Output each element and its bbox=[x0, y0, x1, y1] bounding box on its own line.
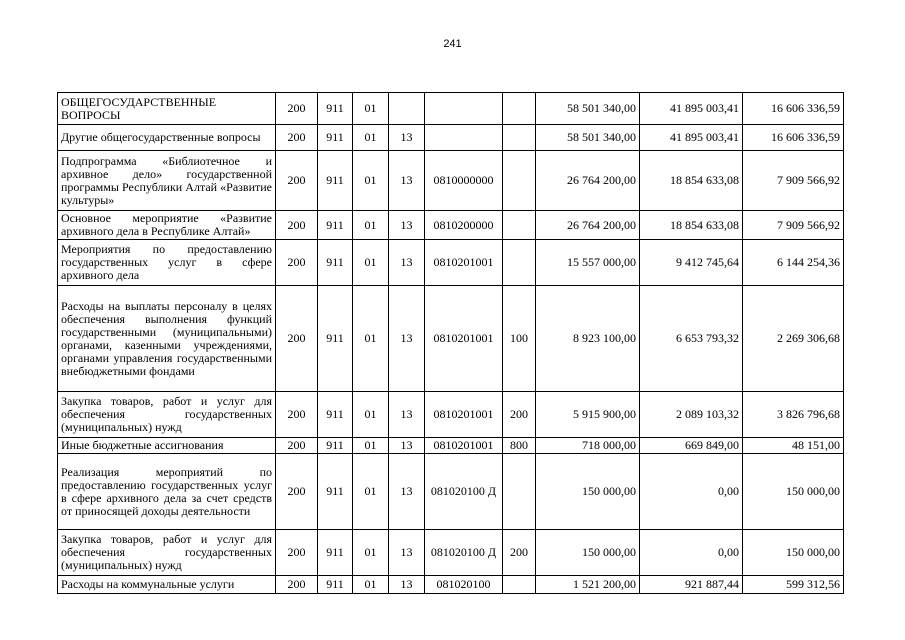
amount-cell: 7 909 566,92 bbox=[743, 151, 844, 211]
code-cell: 01 bbox=[353, 438, 389, 454]
amount-cell: 150 000,00 bbox=[743, 454, 844, 530]
code-cell: 13 bbox=[389, 454, 425, 530]
code-cell: 01 bbox=[353, 240, 389, 286]
row-name-cell: Другие общегосударственные вопросы bbox=[58, 125, 276, 151]
code-cell: 200 bbox=[276, 392, 318, 438]
expense-type-cell bbox=[503, 240, 536, 286]
code-cell: 13 bbox=[389, 530, 425, 576]
code-cell: 01 bbox=[353, 530, 389, 576]
code-cell: 200 bbox=[276, 286, 318, 392]
amount-cell: 6 144 254,36 bbox=[743, 240, 844, 286]
target-code-cell: 0810201001 bbox=[425, 392, 503, 438]
table-row bbox=[58, 530, 844, 576]
table-row bbox=[58, 125, 844, 151]
amount-cell: 150 000,00 bbox=[536, 530, 640, 576]
budget-table bbox=[57, 92, 844, 594]
amount-cell: 26 764 200,00 bbox=[536, 211, 640, 240]
amount-cell: 48 151,00 bbox=[743, 438, 844, 454]
code-cell: 01 bbox=[353, 125, 389, 151]
table-row bbox=[58, 211, 844, 240]
code-cell: 13 bbox=[389, 240, 425, 286]
code-cell: 200 bbox=[276, 576, 318, 594]
target-code-cell bbox=[425, 125, 503, 151]
amount-cell: 16 606 336,59 bbox=[743, 125, 844, 151]
target-code-cell: 0810201001 bbox=[425, 286, 503, 392]
code-cell: 13 bbox=[389, 392, 425, 438]
target-code-cell: 0810200000 bbox=[425, 211, 503, 240]
code-cell: 13 bbox=[389, 286, 425, 392]
code-cell: 911 bbox=[318, 576, 353, 594]
code-cell: 911 bbox=[318, 438, 353, 454]
amount-cell: 669 849,00 bbox=[640, 438, 743, 454]
amount-cell: 150 000,00 bbox=[536, 454, 640, 530]
amount-cell: 718 000,00 bbox=[536, 438, 640, 454]
code-cell: 911 bbox=[318, 392, 353, 438]
table-row bbox=[58, 240, 844, 286]
amount-cell: 15 557 000,00 bbox=[536, 240, 640, 286]
code-cell: 01 bbox=[353, 151, 389, 211]
amount-cell: 150 000,00 bbox=[743, 530, 844, 576]
amount-cell: 9 412 745,64 bbox=[640, 240, 743, 286]
amount-cell: 6 653 793,32 bbox=[640, 286, 743, 392]
code-cell: 200 bbox=[276, 151, 318, 211]
target-code-cell: 0810000000 bbox=[425, 151, 503, 211]
amount-cell: 0,00 bbox=[640, 454, 743, 530]
expense-type-cell: 200 bbox=[503, 530, 536, 576]
amount-cell: 2 269 306,68 bbox=[743, 286, 844, 392]
row-name-cell: Расходы на коммунальные услуги bbox=[58, 576, 276, 594]
code-cell: 911 bbox=[318, 125, 353, 151]
code-cell bbox=[389, 93, 425, 125]
target-code-cell: 0810201001 bbox=[425, 438, 503, 454]
code-cell: 200 bbox=[276, 530, 318, 576]
code-cell: 01 bbox=[353, 454, 389, 530]
table-row bbox=[58, 438, 844, 454]
expense-type-cell: 200 bbox=[503, 392, 536, 438]
amount-cell: 18 854 633,08 bbox=[640, 151, 743, 211]
row-name-cell: Подпрограмма «Библиотечное и архивное дело» государственной программы Республики Алтай «Развитие культуры» bbox=[58, 151, 276, 211]
target-code-cell bbox=[425, 93, 503, 125]
code-cell: 200 bbox=[276, 454, 318, 530]
amount-cell: 7 909 566,92 bbox=[743, 211, 844, 240]
row-name-cell: Закупка товаров, работ и услуг для обеспечения государственных (муниципальных) нужд bbox=[58, 530, 276, 576]
code-cell: 01 bbox=[353, 93, 389, 125]
expense-type-cell bbox=[503, 151, 536, 211]
code-cell: 13 bbox=[389, 125, 425, 151]
table-row bbox=[58, 576, 844, 594]
amount-cell: 16 606 336,59 bbox=[743, 93, 844, 125]
row-name-cell: Реализация мероприятий по предоставлению государственных услуг в сфере архивного дела за счет средств от приносящей доходы деятельности bbox=[58, 454, 276, 530]
code-cell: 911 bbox=[318, 530, 353, 576]
row-name-cell: Мероприятия по предоставлению государственных услуг в сфере архивного дела bbox=[58, 240, 276, 286]
table-row bbox=[58, 286, 844, 392]
amount-cell: 58 501 340,00 bbox=[536, 125, 640, 151]
table-row bbox=[58, 392, 844, 438]
code-cell: 13 bbox=[389, 151, 425, 211]
code-cell: 911 bbox=[318, 240, 353, 286]
expense-type-cell bbox=[503, 576, 536, 594]
amount-cell: 26 764 200,00 bbox=[536, 151, 640, 211]
amount-cell: 5 915 900,00 bbox=[536, 392, 640, 438]
amount-cell: 2 089 103,32 bbox=[640, 392, 743, 438]
code-cell: 01 bbox=[353, 392, 389, 438]
expense-type-cell: 100 bbox=[503, 286, 536, 392]
amount-cell: 599 312,56 bbox=[743, 576, 844, 594]
code-cell: 13 bbox=[389, 211, 425, 240]
row-name-cell: Закупка товаров, работ и услуг для обеспечения государственных (муниципальных) нужд bbox=[58, 392, 276, 438]
table-row bbox=[58, 151, 844, 211]
code-cell: 13 bbox=[389, 576, 425, 594]
code-cell: 01 bbox=[353, 211, 389, 240]
code-cell: 01 bbox=[353, 576, 389, 594]
amount-cell: 41 895 003,41 bbox=[640, 125, 743, 151]
target-code-cell: 081020100 bbox=[425, 576, 503, 594]
expense-type-cell bbox=[503, 454, 536, 530]
code-cell: 911 bbox=[318, 454, 353, 530]
amount-cell: 3 826 796,68 bbox=[743, 392, 844, 438]
target-code-cell: 0810201001 bbox=[425, 240, 503, 286]
amount-cell: 0,00 bbox=[640, 530, 743, 576]
page-number: 241 bbox=[443, 38, 462, 50]
code-cell: 200 bbox=[276, 211, 318, 240]
row-name-cell: Расходы на выплаты персоналу в целях обеспечения выполнения функций государственными (муниципальными) органами, казенными учреждениями, органами управления государственными внебюджетными фондами bbox=[58, 286, 276, 392]
code-cell: 200 bbox=[276, 240, 318, 286]
amount-cell: 1 521 200,00 bbox=[536, 576, 640, 594]
expense-type-cell bbox=[503, 93, 536, 125]
code-cell: 200 bbox=[276, 93, 318, 125]
expense-type-cell bbox=[503, 211, 536, 240]
row-name-cell: ОБЩЕГОСУДАРСТВЕННЫЕ ВОПРОСЫ bbox=[58, 93, 276, 125]
amount-cell: 18 854 633,08 bbox=[640, 211, 743, 240]
code-cell: 200 bbox=[276, 125, 318, 151]
code-cell: 911 bbox=[318, 93, 353, 125]
row-name-cell: Основное мероприятие «Развитие архивного дела в Республике Алтай» bbox=[58, 211, 276, 240]
expense-type-cell bbox=[503, 125, 536, 151]
target-code-cell: 081020100 Д bbox=[425, 530, 503, 576]
amount-cell: 8 923 100,00 bbox=[536, 286, 640, 392]
code-cell: 200 bbox=[276, 438, 318, 454]
amount-cell: 58 501 340,00 bbox=[536, 93, 640, 125]
target-code-cell: 081020100 Д bbox=[425, 454, 503, 530]
amount-cell: 41 895 003,41 bbox=[640, 93, 743, 125]
amount-cell: 921 887,44 bbox=[640, 576, 743, 594]
code-cell: 911 bbox=[318, 286, 353, 392]
code-cell: 911 bbox=[318, 151, 353, 211]
expense-type-cell: 800 bbox=[503, 438, 536, 454]
table-row bbox=[58, 93, 844, 125]
table-row bbox=[58, 454, 844, 530]
row-name-cell: Иные бюджетные ассигнования bbox=[58, 438, 276, 454]
code-cell: 13 bbox=[389, 438, 425, 454]
code-cell: 911 bbox=[318, 211, 353, 240]
code-cell: 01 bbox=[353, 286, 389, 392]
